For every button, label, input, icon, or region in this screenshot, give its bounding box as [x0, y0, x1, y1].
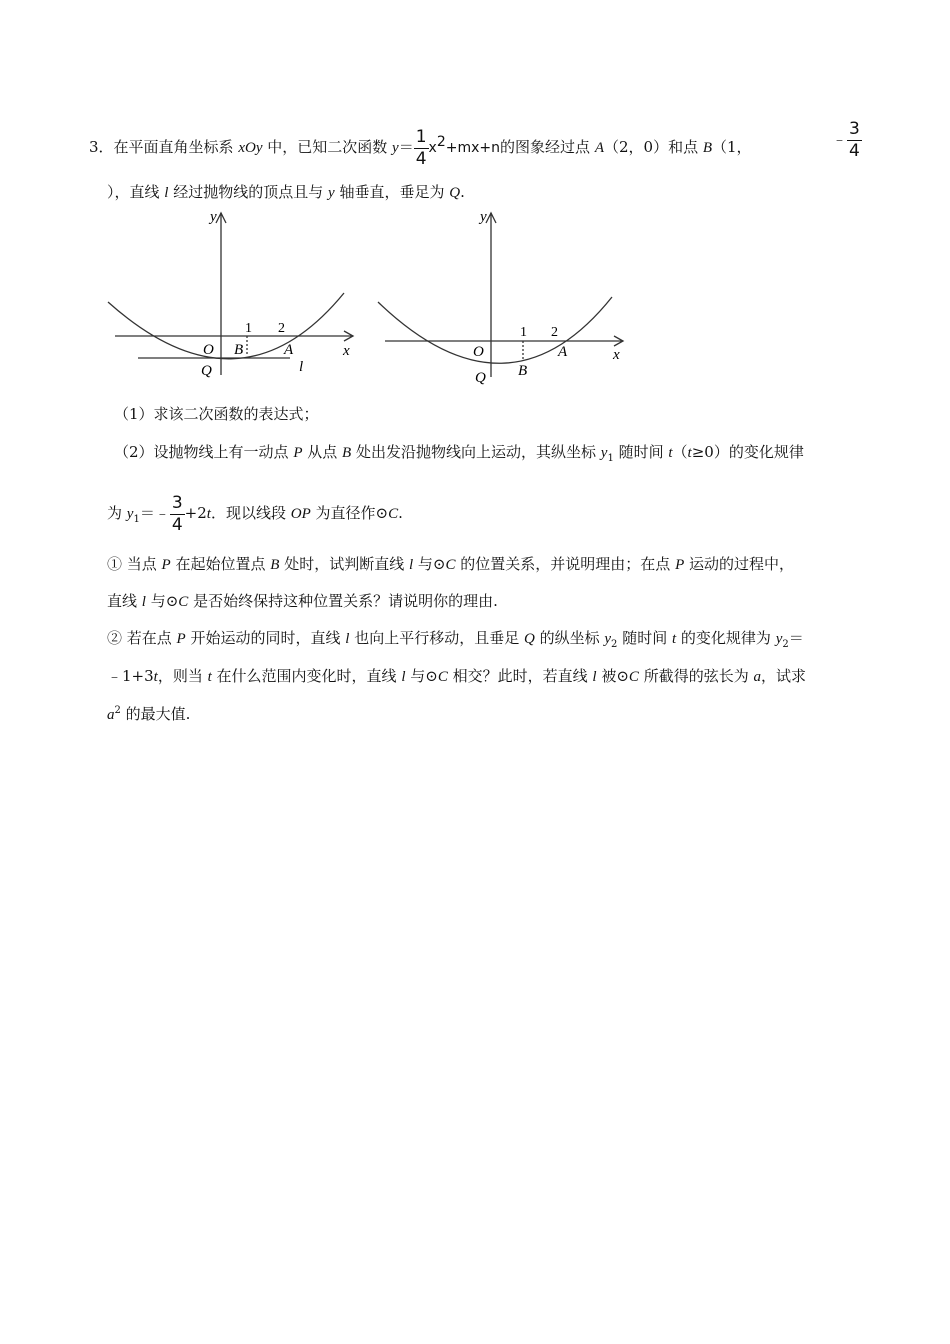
- question-1-line-2: 直线 l 与⊙C 是否始终保持这种位置关系？请说明你的理由.: [107, 592, 498, 610]
- fraction-three-quarters: $\frac{3}{4}$: [849, 118, 860, 161]
- question-2-line-2: ﹣1+3t，则当 t 在什么范围内变化时，直线 l 与⊙C 相交？此时，若直线 l 被⊙C 所截得的弦长为 a，试求: [107, 667, 806, 685]
- point-b-label: B: [518, 363, 528, 379]
- question-2-line-3: $a^2$ 的最大值.: [107, 705, 191, 723]
- y-axis-label: y: [210, 209, 217, 225]
- line-l-label: l: [299, 359, 304, 375]
- point-q-label: Q: [201, 363, 212, 379]
- b-y-coordinate: ﹣ $\frac{3}{4}$: [832, 118, 860, 161]
- tick-2-label: 2: [551, 325, 558, 340]
- figure-right: [370, 205, 630, 385]
- part-1: （1）求该二次函数的表达式；: [114, 405, 319, 423]
- question-2-line-1: ② 若在点 P 开始运动的同时，直线 l 也向上平行移动，且垂足 Q 的纵坐标 $y_2$ 随时间 t 的变化规律为 $y_2=$: [107, 629, 804, 650]
- origin-label: O: [473, 344, 484, 360]
- point-a-label: A: [558, 344, 568, 360]
- point-b-label: B: [234, 342, 244, 358]
- parabola: [378, 297, 612, 363]
- problem-line-1: 3．在平面直角坐标系 xOy 中，已知二次函数 y＝ $\frac{1}{4}$ $x^2+mx+n$的图象经过点 A（2，0）和点 B（1，: [89, 126, 752, 169]
- y-axis-label: y: [480, 209, 487, 225]
- question-1-line-1: ① 当点 P 在起始位置点 B 处时，试判断直线 l 与⊙C 的位置关系，并说明理由；在点 P 运动的过程中，: [107, 555, 795, 573]
- fraction-one-quarter: $\frac{1}{4}$: [415, 126, 427, 169]
- point-a-label: A: [284, 342, 294, 358]
- figure-left: [100, 205, 370, 385]
- tick-1-label: 1: [245, 321, 252, 336]
- fraction-three-quarters: $\frac{3}{4}$: [171, 492, 183, 535]
- tick-1-label: 1: [520, 325, 527, 340]
- x-axis-label: x: [613, 347, 620, 363]
- problem-line-2: ），直线 l 经过抛物线的顶点且与 y 轴垂直，垂足为 Q.: [107, 183, 465, 201]
- origin-label: O: [203, 342, 214, 358]
- point-q-label: Q: [475, 370, 486, 385]
- parabola: [108, 293, 344, 359]
- x-axis-label: x: [343, 343, 350, 359]
- part-2-line-1: （2）设抛物线上有一动点 P 从点 B 处出发沿抛物线向上运动，其纵坐标 $y_1$ 随时间 t（t≥0）的变化规律: [114, 443, 804, 464]
- tick-2-label: 2: [278, 321, 285, 336]
- part-2-line-2: 为 $y_1=﹣$ $\frac{3}{4}$ +2t．现以线段 OP 为直径作⊙C.: [107, 492, 403, 535]
